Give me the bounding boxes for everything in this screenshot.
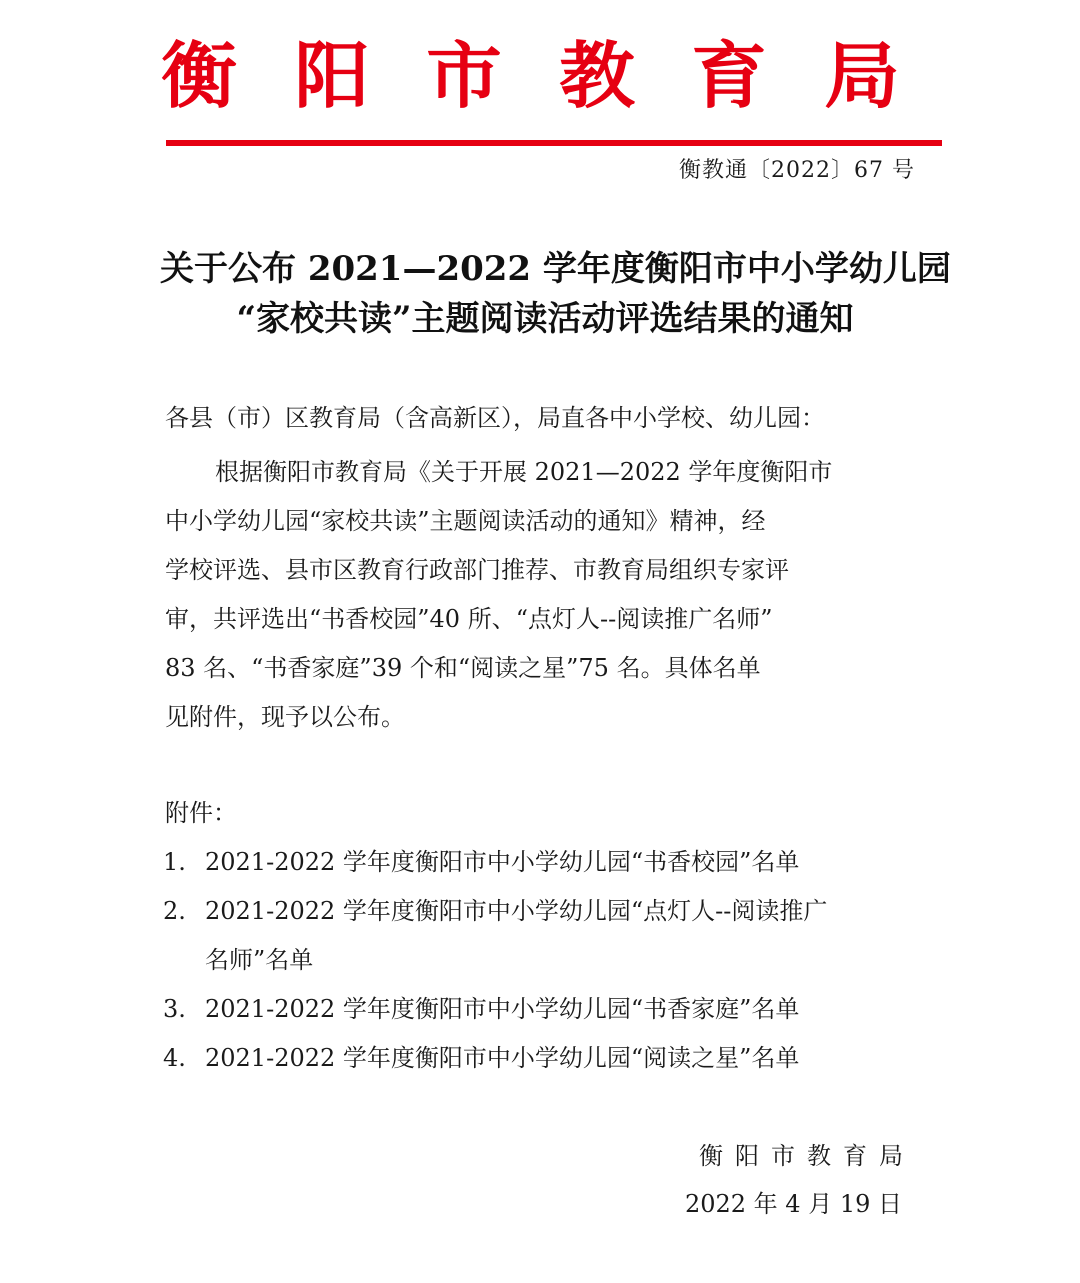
- attachment-title: [205, 1034, 799, 1083]
- title-line-1: 关于公布 2021—2022 学年度衡阳市中小学幼儿园: [160, 249, 951, 289]
- attachment-title-line: 2021-2022 学年度衡阳市中小学幼儿园“书香家庭”名单: [205, 995, 800, 1023]
- attachment-number: 4.: [163, 1044, 186, 1072]
- issue-date: 2022 年 4 月 19 日: [684, 1190, 902, 1218]
- letterhead-divider: [166, 140, 942, 146]
- attachment-item: [163, 838, 923, 887]
- attachment-title-line: 2021-2022 学年度衡阳市中小学幼儿园“阅读之星”名单: [205, 1044, 800, 1072]
- attachment-number: 2.: [163, 897, 186, 925]
- attachments-list: [163, 838, 923, 1083]
- document-title: [160, 244, 951, 344]
- body-line: 根据衡阳市教育局《关于开展 2021—2022 学年度衡阳市: [215, 458, 833, 486]
- addressee: 各县（市）区教育局（含高新区），局直各中小学校、幼儿园：: [165, 404, 825, 432]
- body-line: 见附件，现予以公布。: [165, 703, 405, 731]
- attachment-title-line: 2021-2022 学年度衡阳市中小学幼儿园“书香校园”名单: [205, 848, 800, 876]
- title-line-2: “家校共读”主题阅读活动评选结果的通知: [236, 299, 854, 339]
- letterhead-char: 教: [558, 33, 635, 118]
- letterhead-char: 阳: [293, 33, 370, 118]
- attachment-title-line: 名师”名单: [205, 946, 314, 974]
- body-line: 审，共评选出“书香校园”40 所、“点灯人--阅读推广名师”: [165, 605, 773, 633]
- attachment-item: [163, 887, 923, 985]
- letterhead-char: 衡: [161, 33, 237, 118]
- attachment-item: [163, 1034, 923, 1083]
- attachment-number: 3.: [163, 995, 186, 1023]
- letterhead-char: 市: [426, 33, 503, 118]
- attachment-number: 1.: [163, 848, 186, 876]
- attachment-title: [205, 838, 799, 887]
- document-number: 衡教通〔2022〕67 号: [679, 158, 915, 183]
- attachment-title-line: 2021-2022 学年度衡阳市中小学幼儿园“点灯人--阅读推广: [205, 897, 828, 925]
- attachment-title: [205, 985, 799, 1034]
- body-line: 学校评选、县市区教育行政部门推荐、市教育局组织专家评: [165, 556, 789, 584]
- attachments-label: 附件：: [165, 799, 237, 827]
- attachment-item: [163, 985, 923, 1034]
- body-line: 83 名、“书香家庭”39 个和“阅读之星”75 名。具体名单: [165, 654, 761, 682]
- letterhead-char: 局: [824, 33, 900, 118]
- body-line: 中小学幼儿园“家校共读”主题阅读活动的通知》精神，经: [165, 507, 766, 535]
- body-paragraph: [165, 448, 917, 742]
- letterhead-char: 育: [691, 33, 768, 118]
- issuer-signature: 衡阳市教育局: [699, 1142, 915, 1170]
- attachment-title: [205, 887, 827, 985]
- letterhead: [161, 33, 900, 118]
